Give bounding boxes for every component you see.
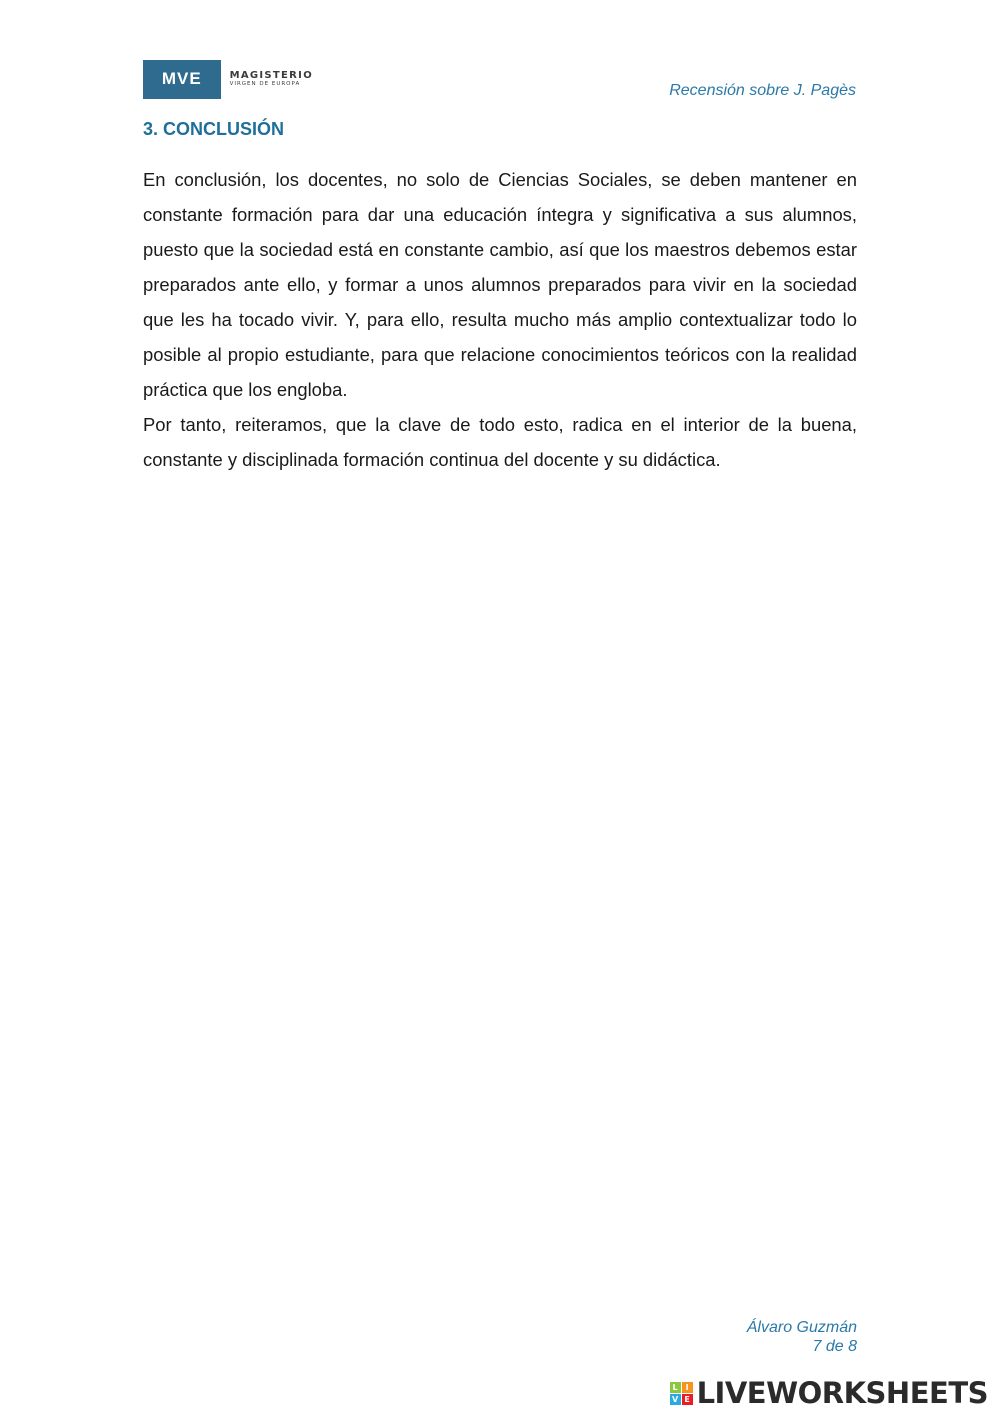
page-footer xyxy=(747,1318,857,1356)
liveworksheets-watermark xyxy=(670,1376,988,1410)
paragraph-1: En conclusión, los docentes, no solo de Ciencias Sociales, se deben mantener en constante formación para dar una educación íntegra y significativa a sus alumnos, puesto que la sociedad está en constante cambio, así que los maestros debemos estar preparados ante ello, y formar a unos alumnos preparados para vivir en la sociedad que les ha tocado vivir. Y, para ello, resulta mucho más amplio contextualizar todo lo posible al propio estudiante, para que relacione conocimientos teóricos con la realidad práctica que los engloba. xyxy=(143,169,857,400)
conclusion-body xyxy=(143,162,857,477)
liveworksheets-logo-icon xyxy=(670,1382,693,1405)
logo-letter-v: V xyxy=(670,1394,681,1405)
logo-line-1: MAGISTERIO xyxy=(229,69,313,81)
liveworksheets-wordmark: LIVEWORKSHEETS xyxy=(696,1376,988,1410)
section-heading: 3. CONCLUSIÓN xyxy=(143,119,285,139)
logo-letter-l: L xyxy=(670,1382,681,1393)
footer-page-number: 7 de 8 xyxy=(812,1338,857,1355)
running-header-title: Recensión sobre J. Pagès xyxy=(669,82,856,99)
footer-author: Álvaro Guzmán xyxy=(746,1319,857,1336)
paragraph-2: Por tanto, reiteramos, que la clave de todo esto, radica en el interior de la buena, constante y disciplinada formación continua del docente y su didáctica. xyxy=(143,414,857,470)
logo-mark: MVE xyxy=(143,60,221,99)
institution-logo xyxy=(143,59,313,99)
logo-letter-e: E xyxy=(682,1394,693,1405)
logo-text xyxy=(230,71,313,88)
logo-line-2: VIRGEN DE EUROPA xyxy=(229,80,301,87)
logo-letter-i: I xyxy=(682,1382,693,1393)
